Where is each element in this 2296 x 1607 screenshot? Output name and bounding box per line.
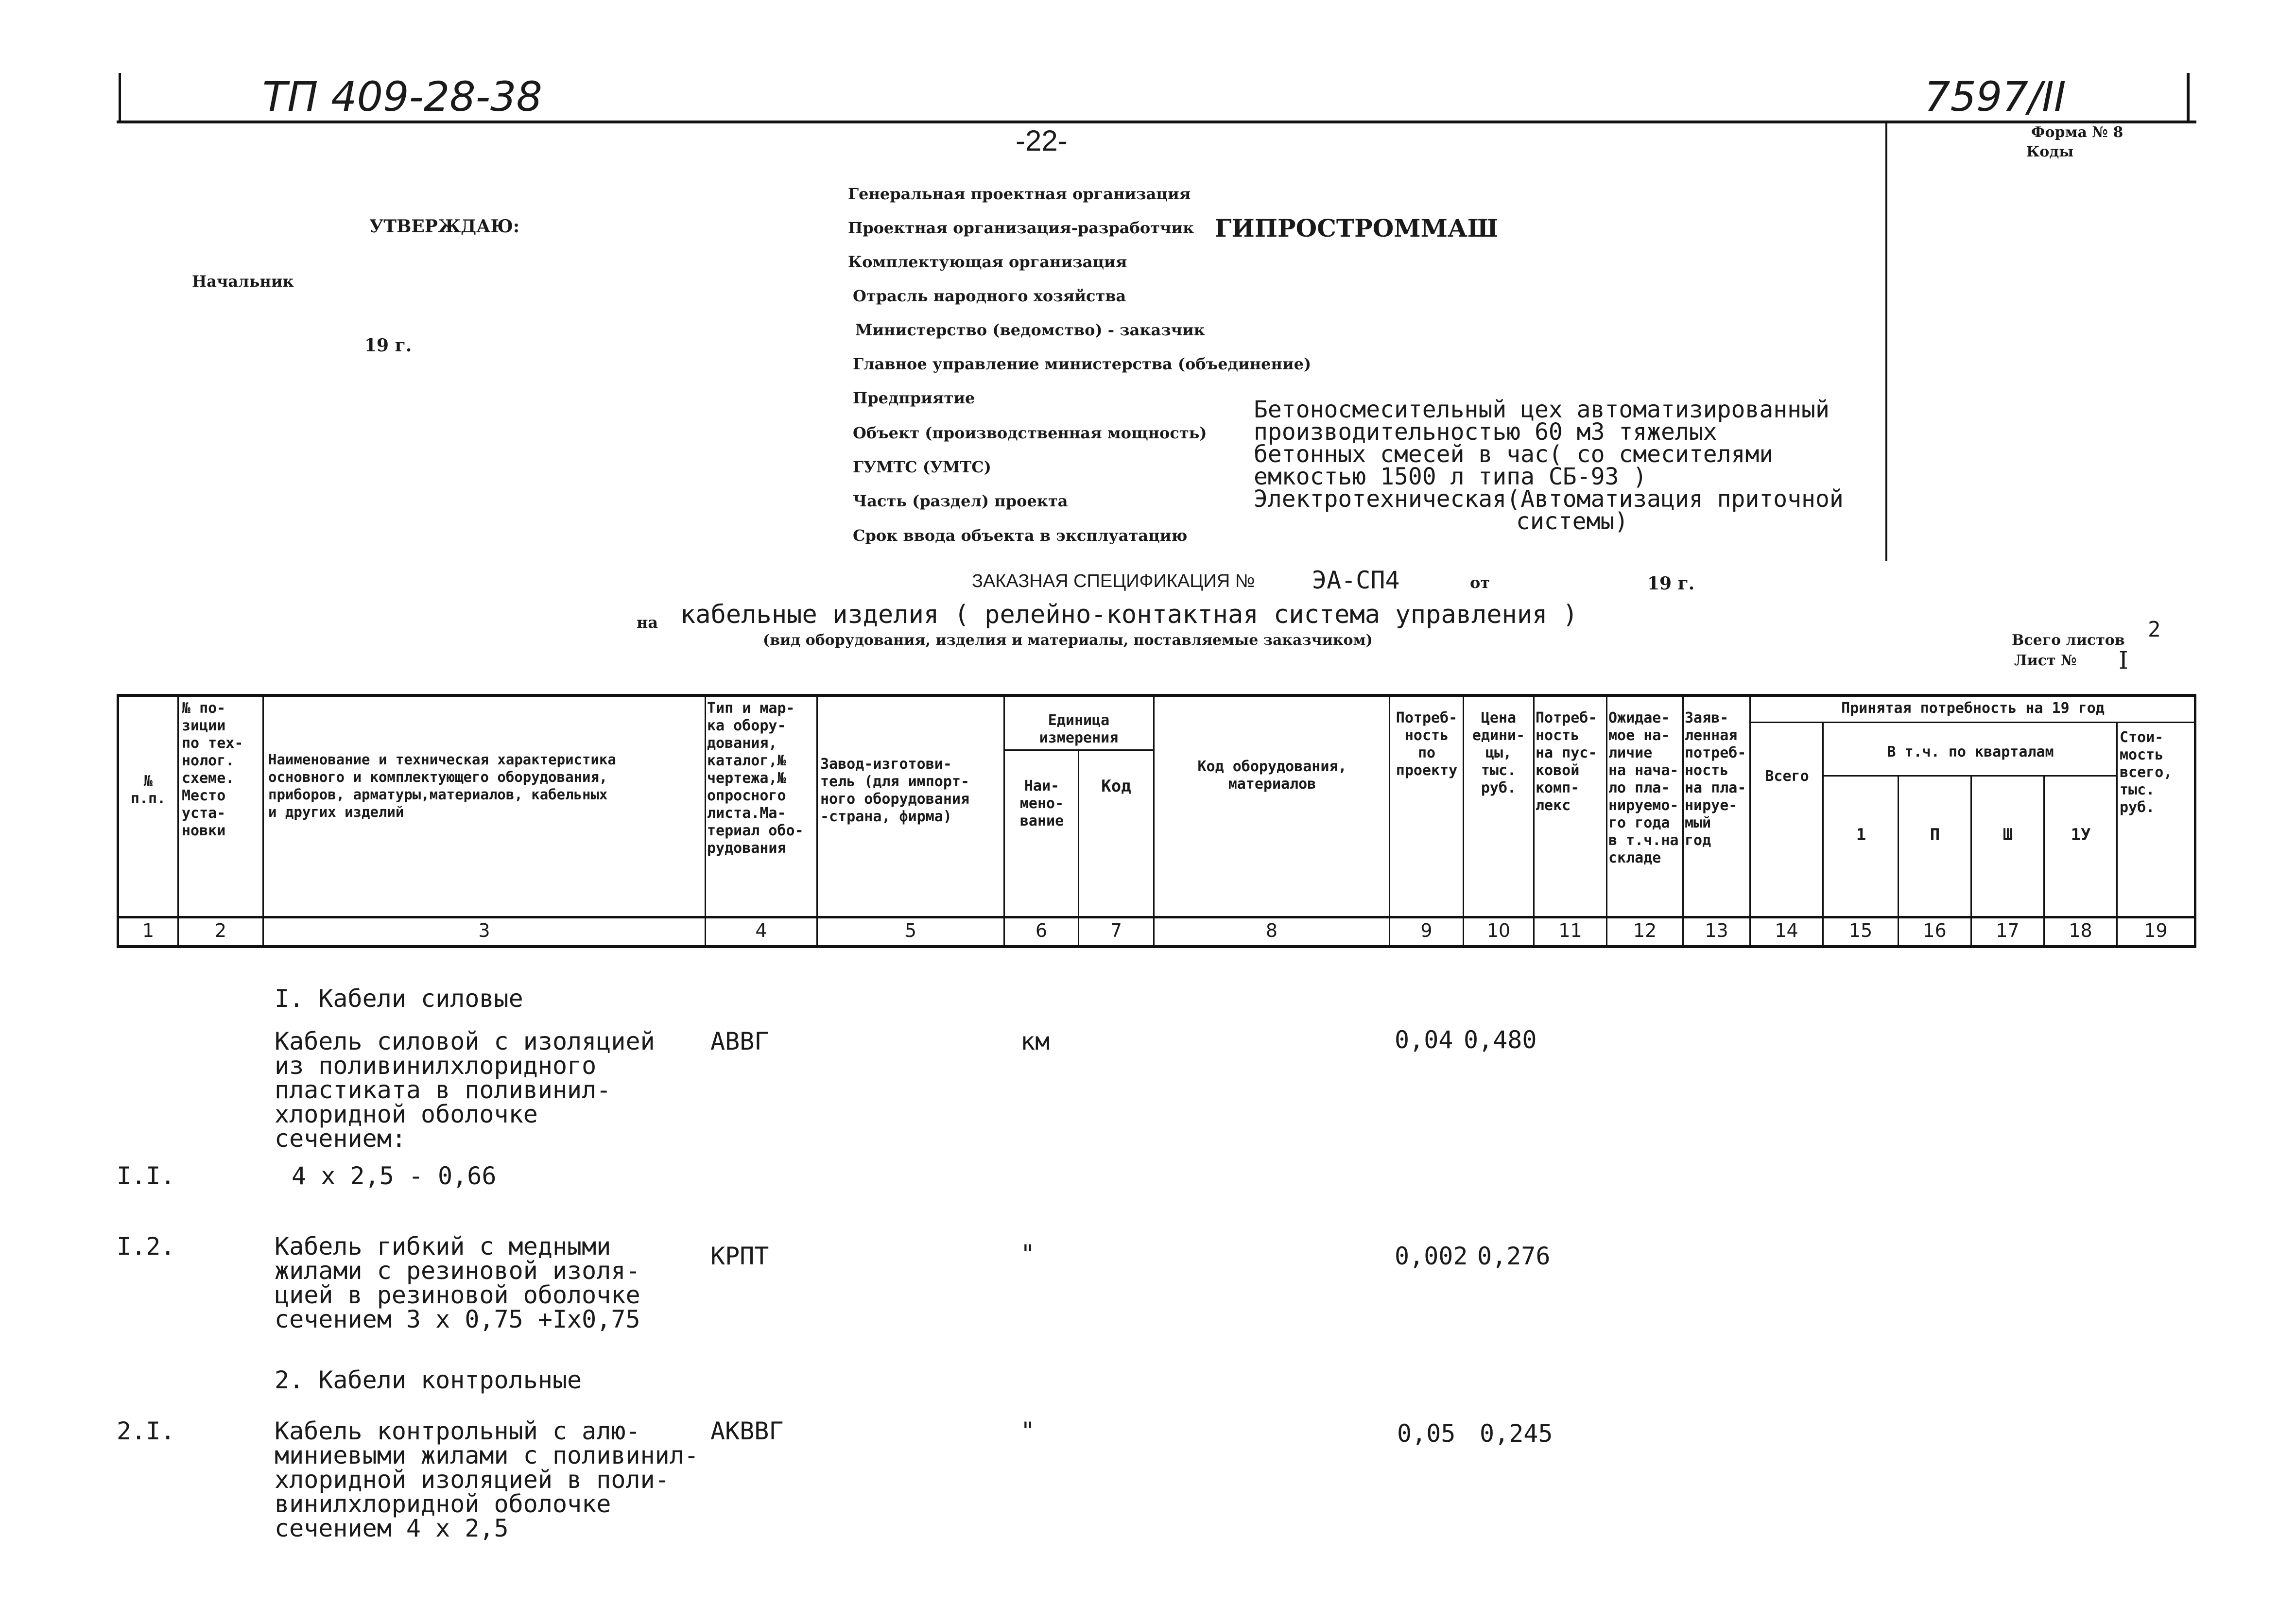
col-line (816, 694, 818, 948)
ministry: Министерство (ведомство) - заказчик (855, 321, 1205, 339)
hdr-line: ность (1536, 727, 1580, 744)
spec-subject: кабельные изделия ( релейно-контактная система управления ) (680, 600, 1578, 629)
hdr-line: тыс. (2120, 781, 2155, 798)
industry: Отрасль народного хозяйства (853, 287, 1126, 305)
col-line (1078, 749, 1079, 948)
part-line: системы) (1516, 508, 1629, 535)
row-description (275, 1029, 655, 1151)
spec-year: 19 г. (1647, 573, 1695, 594)
hdr-line: рудования (707, 840, 786, 857)
hdr-line: материалов (1228, 776, 1316, 793)
hdr-line: схеме. (182, 770, 235, 787)
hdr-line: Единица измерения (1039, 712, 1119, 746)
hdr-line: руб. (2120, 799, 2155, 816)
col-number: 13 (1705, 920, 1728, 941)
row-type: КРПТ (710, 1242, 769, 1270)
q3-header: Ш (2003, 826, 2013, 844)
col-number: 11 (1558, 920, 1582, 941)
desc-line: пластиката в поливинил- (275, 1076, 611, 1104)
hdr-line: тыс. (1481, 762, 1517, 779)
col-5-header (820, 756, 1002, 826)
approve-label: УТВЕРЖДАЮ: (369, 216, 520, 237)
hdr-line: опросного (707, 787, 786, 804)
table-head-bottom (117, 916, 2196, 918)
row-number: I.2. (117, 1232, 175, 1261)
col-12-header (1608, 709, 1682, 867)
left-bracket (119, 73, 121, 121)
part-label: Часть (раздел) проекта (853, 492, 1068, 510)
deadline-label: Срок ввода объекта в эксплуатацию (853, 526, 1188, 545)
desc-line: жилами с резиновой изоля- (275, 1257, 640, 1285)
hdr-line: мое на- (1608, 727, 1670, 744)
col-line (1533, 694, 1535, 948)
row-description: 4 х 2,5 - 0,66 (292, 1162, 497, 1190)
hdr-line: нолог. (182, 752, 235, 769)
col-4-header (707, 700, 816, 857)
hdr-line: в т.ч.на (1608, 832, 1679, 849)
desc-line: Кабель контрольный с алю- (275, 1417, 640, 1445)
hdr-line: Заяв- (1685, 709, 1729, 726)
hdr-line: основного и комплектующего оборудования, (268, 769, 608, 785)
hdr-line: нируемо- (1608, 797, 1679, 814)
row-number: 2.I. (117, 1417, 175, 1445)
doc-code: ТП 409-28-38 (262, 73, 542, 121)
hdr-line: ковой (1536, 762, 1580, 779)
col-6-header (1006, 778, 1078, 830)
col-line (1389, 694, 1390, 948)
row-price: 0,480 (1464, 1026, 1537, 1054)
col-14-header: Всего (1765, 768, 1809, 785)
col-number: 9 (1420, 920, 1433, 941)
table-top (117, 694, 2196, 697)
hdr-line: дования, (707, 735, 777, 752)
col-line (1822, 722, 1824, 948)
hdr-line: Потреб- (1396, 709, 1458, 726)
q2-header: П (1930, 826, 1940, 844)
hdr-line: вание (1019, 812, 1064, 829)
desc-line: Кабель гибкий с медными (275, 1232, 611, 1261)
q4-header: 1У (2071, 826, 2091, 844)
hdr-line: Код оборудования, (1197, 758, 1347, 775)
object-line: бетонных смесей в час( со смесителями (1254, 441, 1774, 468)
col-1-header (119, 773, 177, 808)
hdr-line: териал обо- (707, 822, 804, 839)
col-line (1749, 694, 1751, 948)
hdr-line: каталог,№ (707, 752, 786, 769)
col-number: 18 (2069, 920, 2092, 941)
hdr-line: лекс (1536, 797, 1571, 814)
page-number: -22- (1016, 124, 1068, 157)
col-line (117, 694, 119, 948)
section-title: I. Кабели силовые (275, 985, 523, 1013)
col-2-header (182, 700, 262, 840)
quarters-header: В т.ч. по кварталам (1887, 743, 2054, 760)
row-unit: км (1020, 1027, 1050, 1055)
row-need: 0,04 (1395, 1026, 1453, 1054)
col-line (1153, 694, 1155, 948)
col-line (1463, 694, 1464, 948)
hdr-line: на пла- (1685, 779, 1746, 796)
desc-line: сечением 3 х 0,75 +Iх0,75 (275, 1305, 640, 1333)
hdr-line: проекту (1396, 762, 1458, 779)
top-border (117, 121, 2196, 123)
hdr-line: личие (1608, 744, 1653, 761)
hdr-line: цы, (1485, 744, 1512, 761)
hdr-line: руб. (1481, 779, 1517, 796)
year-label: 19 г. (364, 335, 412, 356)
row-type: АВВГ (710, 1027, 769, 1055)
col-line (262, 694, 264, 948)
col-number: 19 (2144, 920, 2168, 941)
hdr-line: на пус- (1536, 744, 1597, 761)
hdr-line: тель (для импорт- (820, 773, 970, 790)
desc-line: из поливинилхлоридного (275, 1052, 597, 1080)
spec-on: на (637, 613, 658, 632)
accepted-header: Принятая потребность на 19 год (1841, 700, 2105, 717)
col-number: 17 (1996, 920, 2020, 941)
hdr-line: ка обору- (707, 717, 786, 734)
row-description (275, 1234, 640, 1331)
row-price: 0,245 (1480, 1419, 1553, 1448)
row-need: 0,05 (1397, 1419, 1456, 1448)
hdr-line: мость (2120, 746, 2164, 763)
hdr-line: складе (1608, 849, 1661, 866)
col-9-header (1391, 709, 1463, 779)
hdr-line: Место (182, 787, 226, 804)
col-11-header (1536, 709, 1606, 814)
hdr-line: ного оборудования (820, 791, 970, 808)
unit-header (1006, 712, 1152, 747)
spec-from: от (1470, 573, 1490, 592)
hdr-line: всего, (2120, 764, 2173, 781)
col-number: 1 (142, 920, 155, 941)
quarters-divider (1822, 775, 2116, 777)
hdr-line: листа.Ма- (707, 805, 786, 822)
hdr-line: уста- (182, 805, 226, 822)
col-number: 3 (478, 920, 490, 941)
col-line (1682, 694, 1684, 948)
row-number: I.I. (117, 1162, 175, 1190)
col-number: 5 (904, 920, 917, 941)
hdr-line: год (1685, 832, 1711, 849)
hdr-line: № по- (182, 700, 226, 717)
gumts-label: ГУМТС (УМТС) (853, 458, 991, 476)
desc-line: цией в резиновой оболочке (275, 1281, 640, 1309)
total-sheets-label: Всего листов (2012, 632, 2125, 649)
accepted-divider (1749, 722, 2196, 723)
spec-number: ЭА-СП4 (1312, 566, 1400, 594)
hdr-line: по тех- (182, 735, 243, 752)
col-number: 8 (1265, 920, 1278, 941)
hdr-line: и других изделий (268, 804, 404, 820)
row-price: 0,276 (1477, 1242, 1551, 1270)
col-line (177, 694, 179, 948)
hdr-line: по (1417, 744, 1436, 761)
hdr-line: Стои- (2120, 729, 2164, 746)
hdr-line: новки (182, 822, 226, 839)
object-label: Объект (производственная мощность) (853, 424, 1207, 442)
spec-title-prefix: ЗАКАЗНАЯ СПЕЦИФИКАЦИЯ № (972, 571, 1255, 591)
row-description (275, 1419, 699, 1540)
table-bottom (117, 945, 2196, 948)
codes-label: Коды (2026, 143, 2074, 160)
hdr-line: Наименование и техническая характеристика (268, 751, 616, 768)
hdr-line: Ожидае- (1608, 709, 1670, 726)
desc-line: миниевыми жилами с поливинил- (275, 1441, 699, 1469)
hdr-line: № (143, 773, 153, 790)
enterprise: Предприятие (853, 389, 975, 407)
general-org: Генеральная проектная организация (848, 185, 1191, 203)
section-title: 2. Кабели контрольные (275, 1366, 582, 1394)
col-19-header (2120, 729, 2192, 816)
total-sheets-value: 2 (2148, 617, 2161, 642)
col-number: 10 (1486, 920, 1511, 941)
hdr-line: ло пла- (1608, 779, 1670, 796)
q1-header: 1 (1856, 826, 1866, 844)
hdr-line: чертежа,№ (707, 770, 786, 787)
col-number: 6 (1035, 920, 1048, 941)
col-13-header (1685, 709, 1749, 849)
hdr-line: Наи- (1024, 778, 1060, 795)
object-line: емкостью 1500 л типа СБ-93 ) (1254, 463, 1647, 490)
col-3-header (268, 751, 703, 821)
col-number: 16 (1923, 920, 1947, 941)
col-number: 4 (755, 920, 767, 941)
hdr-line: ность (1404, 727, 1449, 744)
hdr-line: Тип и мар- (707, 700, 795, 717)
codes-divider (1885, 123, 1887, 561)
desc-line: винилхлоридной оболочке (275, 1490, 611, 1518)
right-bracket (2187, 73, 2190, 123)
sheet-code: 7597/II (1924, 73, 2066, 121)
developer-label: Проектная организация-разработчик (848, 219, 1194, 237)
complete-org: Комплектующая организация (848, 253, 1127, 271)
desc-line: сечением: (275, 1124, 406, 1153)
row-need: 0,002 (1395, 1242, 1468, 1270)
col-line (2194, 694, 2196, 948)
hdr-line: Цена (1481, 709, 1517, 726)
sheet-label: Лист № (2014, 652, 2077, 669)
col-7-header: Код (1101, 778, 1131, 795)
desc-line: хлоридной оболочке (275, 1100, 538, 1128)
desc-line: хлоридной изоляцией в поли- (275, 1466, 670, 1494)
col-number: 7 (1110, 920, 1122, 941)
org-divider (1885, 554, 1887, 555)
hdr-line: нируе- (1685, 797, 1738, 814)
hdr-line: мено- (1019, 795, 1064, 812)
spec-subtitle: (вид оборудования, изделия и материалы, поставляемые заказчиком) (763, 632, 1373, 649)
col-number: 12 (1633, 920, 1657, 941)
hdr-line: потреб- (1685, 744, 1746, 761)
col-line (1606, 694, 1607, 948)
row-type: АКВВГ (710, 1417, 784, 1445)
object-value (1254, 398, 1844, 533)
hdr-line: п.п. (130, 790, 166, 807)
col-line (1003, 694, 1005, 948)
hdr-line: -страна, фирма) (820, 808, 952, 825)
chief-label: Начальник (192, 272, 294, 291)
col-number: 14 (1775, 920, 1798, 941)
head-dept: Главное управление министерства (объединение) (853, 355, 1312, 373)
hdr-line: зиции (182, 717, 226, 734)
sheet-value: I (2119, 646, 2128, 674)
hdr-line: го года (1608, 814, 1670, 831)
hdr-line: едини- (1472, 727, 1525, 744)
desc-line: Кабель силовой с изоляцией (275, 1027, 655, 1055)
part-line: Электротехническая(Автоматизация приточной (1254, 485, 1844, 513)
hdr-line: приборов, арматуры,материалов, кабельных (268, 786, 608, 803)
col-8-header (1156, 758, 1389, 793)
col-line (705, 694, 706, 948)
hdr-line: ленная (1685, 727, 1738, 744)
developer-value: ГИПРОСТРОММАШ (1215, 214, 1499, 242)
desc-line: сечением 4 х 2,5 (275, 1514, 509, 1542)
hdr-line: комп- (1536, 779, 1580, 796)
row-unit: " (1020, 1417, 1036, 1445)
hdr-line: Завод-изготови- (820, 756, 952, 773)
object-line: производительностью 60 м3 тяжелых (1254, 418, 1717, 446)
col-10-header (1465, 709, 1533, 797)
col-number: 15 (1848, 920, 1873, 941)
hdr-line: на нача- (1608, 762, 1679, 779)
hdr-line: мый (1685, 814, 1711, 831)
col-number: 2 (214, 920, 227, 941)
row-unit: " (1020, 1240, 1036, 1268)
object-line: Бетоносмесительный цех автоматизированный (1254, 396, 1830, 423)
hdr-line: Потреб- (1536, 709, 1597, 726)
form-label: Форма № 8 (2031, 124, 2123, 141)
hdr-line: ность (1685, 762, 1729, 779)
